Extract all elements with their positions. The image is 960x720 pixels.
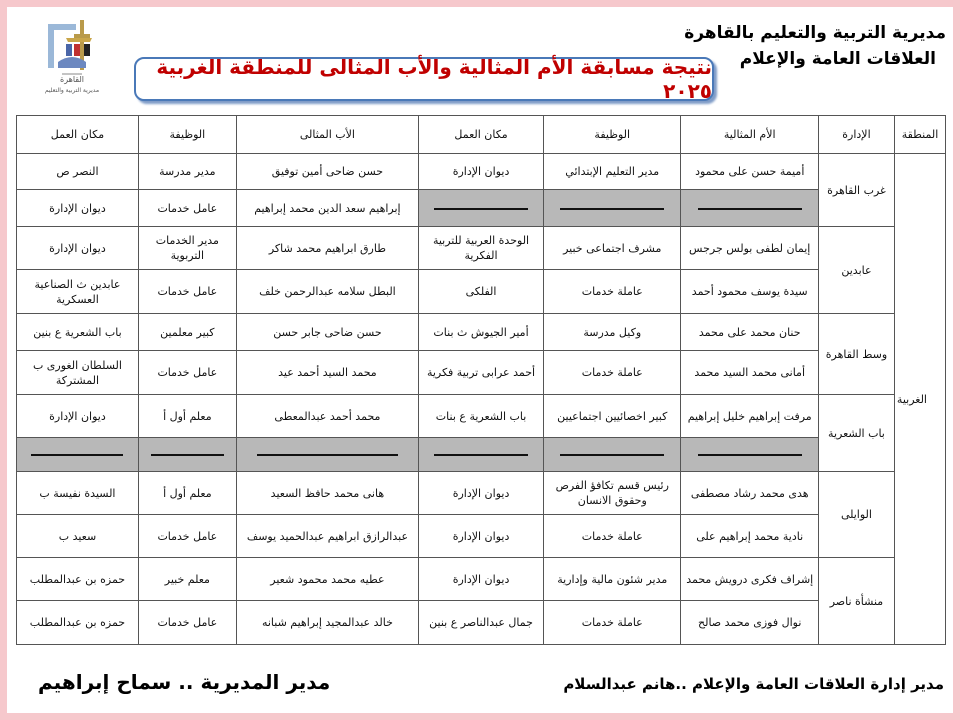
father-place: سعيد ب: [17, 515, 139, 558]
department-name: العلاقات العامة والإعلام: [739, 49, 936, 69]
table-row: [17, 270, 946, 314]
table-row: [17, 515, 946, 558]
father-job-empty: [138, 438, 236, 472]
header-region: المنطقة: [894, 116, 945, 154]
father-name: عبدالرازق ابراهيم عبدالحميد يوسف: [236, 515, 418, 558]
father-place: عابدين ث الصناعية العسكرية: [17, 270, 139, 314]
father-name: عطيه محمد محمود شعير: [236, 558, 418, 601]
admin-cell: وسط القاهرة: [818, 314, 894, 395]
father-place: باب الشعرية ع بنين: [17, 314, 139, 351]
header-mother-job: الوظيفة: [544, 116, 681, 154]
father-job: عامل خدمات: [138, 351, 236, 395]
admin-cell: الوايلى: [818, 472, 894, 558]
mother-job-empty: [544, 438, 681, 472]
mother-job: عاملة خدمات: [544, 351, 681, 395]
admin-cell: باب الشعرية: [818, 395, 894, 472]
mother-place: ديوان الإدارة: [419, 515, 544, 558]
father-place: ديوان الإدارة: [17, 190, 139, 227]
mother-place: ديوان الإدارة: [419, 154, 544, 190]
table-row: [17, 558, 946, 601]
mother-place: الفلكى: [419, 270, 544, 314]
directorate-name: مديرية التربية والتعليم بالقاهرة: [684, 23, 946, 43]
father-name: محمد أحمد عبدالمعطى: [236, 395, 418, 438]
mother-name: حنان محمد على محمد: [681, 314, 818, 351]
table-row: [17, 314, 946, 351]
header-mother-place: مكان العمل: [419, 116, 544, 154]
father-place: ديوان الإدارة: [17, 227, 139, 270]
mother-name-empty: [681, 438, 818, 472]
page-title: نتيجة مسابقة الأم المثالية والأب المثالى للمنطقة الغربية ٢٠٢٥: [156, 55, 712, 103]
ministry-logo: [36, 18, 108, 96]
mother-place: ديوان الإدارة: [419, 558, 544, 601]
mother-name-empty: [681, 190, 818, 227]
admin-cell: عابدين: [818, 227, 894, 314]
father-name: البطل سلامه عبدالرحمن خلف: [236, 270, 418, 314]
mother-name: إشراف فكرى درويش محمد: [681, 558, 818, 601]
father-place: حمزه بن عبدالمطلب: [17, 601, 139, 645]
father-place: النصر ص: [17, 154, 139, 190]
footer-directorate-director: مدير المديرية .. سماح إبراهيم: [38, 670, 331, 694]
header: [684, 20, 946, 72]
mother-name: أمانى محمد السيد محمد: [681, 351, 818, 395]
mother-name: هدى محمد رشاد مصطفى: [681, 472, 818, 515]
footer-pr-director: مدير إدارة العلاقات العامة والإعلام ..هانم عبدالسلام: [563, 675, 944, 693]
mother-job: رئيس قسم تكافؤ الفرص وحقوق الانسان: [544, 472, 681, 515]
father-name: هانى محمد حافظ السعيد: [236, 472, 418, 515]
father-place: ديوان الإدارة: [17, 395, 139, 438]
father-place-empty: [17, 438, 139, 472]
father-job: عامل خدمات: [138, 190, 236, 227]
header-admin: الإدارة: [818, 116, 894, 154]
mother-job: كبير اخصائيين اجتماعيين: [544, 395, 681, 438]
title-box: [134, 57, 714, 101]
table-row-empty: [17, 438, 946, 472]
mother-job: عاملة خدمات: [544, 515, 681, 558]
mother-name: أميمة حسن على محمود: [681, 154, 818, 190]
mother-name: مرفت إبراهيم خليل إبراهيم: [681, 395, 818, 438]
mother-place: الوحدة العربية للتربية الفكرية: [419, 227, 544, 270]
mother-place: أمير الجيوش ث بنات: [419, 314, 544, 351]
father-job: عامل خدمات: [138, 601, 236, 645]
father-place: حمزه بن عبدالمطلب: [17, 558, 139, 601]
father-name: حسن ضاحى جابر حسن: [236, 314, 418, 351]
father-name: حسن ضاحى أمين توفيق: [236, 154, 418, 190]
mother-place: باب الشعرية ع بنات: [419, 395, 544, 438]
header-mother: الأم المثالية: [681, 116, 818, 154]
mother-name: إيمان لطفى بولس جرجس: [681, 227, 818, 270]
mother-place: ديوان الإدارة: [419, 472, 544, 515]
father-job: كبير معلمين: [138, 314, 236, 351]
father-place: السيدة نفيسة ب: [17, 472, 139, 515]
father-job: معلم أول أ: [138, 472, 236, 515]
mother-job: مشرف اجتماعى خبير: [544, 227, 681, 270]
results-table: [16, 115, 946, 645]
father-name: إبراهيم سعد الدين محمد إبراهيم: [236, 190, 418, 227]
logo-text-cairo: القاهرة: [60, 75, 84, 84]
father-job: مدير مدرسة: [138, 154, 236, 190]
mother-job: عاملة خدمات: [544, 270, 681, 314]
mother-job: مدير شئون مالية وإدارية: [544, 558, 681, 601]
table-header-row: [17, 116, 946, 154]
mother-name: سيدة يوسف محمود أحمد: [681, 270, 818, 314]
father-job: معلم خبير: [138, 558, 236, 601]
admin-cell: غرب القاهرة: [818, 154, 894, 227]
mother-job: مدير التعليم الإبتدائي: [544, 154, 681, 190]
table-row: [17, 154, 946, 190]
region-name: الغربية: [896, 392, 927, 406]
father-name: خالد عبدالمجيد إبراهيم شبانه: [236, 601, 418, 645]
mother-job: عاملة خدمات: [544, 601, 681, 645]
mother-place: جمال عبدالناصر ع بنين: [419, 601, 544, 645]
table-row: [17, 351, 946, 395]
table-row: [17, 227, 946, 270]
mother-name: نوال فوزى محمد صالح: [681, 601, 818, 645]
father-job: معلم أول أ: [138, 395, 236, 438]
father-name-empty: [236, 438, 418, 472]
region-cell: [894, 154, 945, 645]
father-job: عامل خدمات: [138, 515, 236, 558]
mother-place: أحمد عرابى تربية فكرية: [419, 351, 544, 395]
father-name: محمد السيد أحمد عيد: [236, 351, 418, 395]
father-job: عامل خدمات: [138, 270, 236, 314]
table-row: [17, 601, 946, 645]
mother-place-empty: [419, 190, 544, 227]
mother-job-empty: [544, 190, 681, 227]
table-row: [17, 472, 946, 515]
father-name: طارق ابراهيم محمد شاكر: [236, 227, 418, 270]
header-father: الأب المثالى: [236, 116, 418, 154]
mother-job: وكيل مدرسة: [544, 314, 681, 351]
father-place: السلطان الغورى ب المشتركة: [17, 351, 139, 395]
table-row: [17, 190, 946, 227]
father-job: مدير الخدمات التربوية: [138, 227, 236, 270]
table-row: [17, 395, 946, 438]
mother-name: نادية محمد إبراهيم على: [681, 515, 818, 558]
header-father-place: مكان العمل: [17, 116, 139, 154]
logo-text-directorate: مديرية التربية والتعليم: [44, 87, 100, 94]
admin-cell: منشأة ناصر: [818, 558, 894, 645]
mother-place-empty: [419, 438, 544, 472]
header-father-job: الوظيفة: [138, 116, 236, 154]
